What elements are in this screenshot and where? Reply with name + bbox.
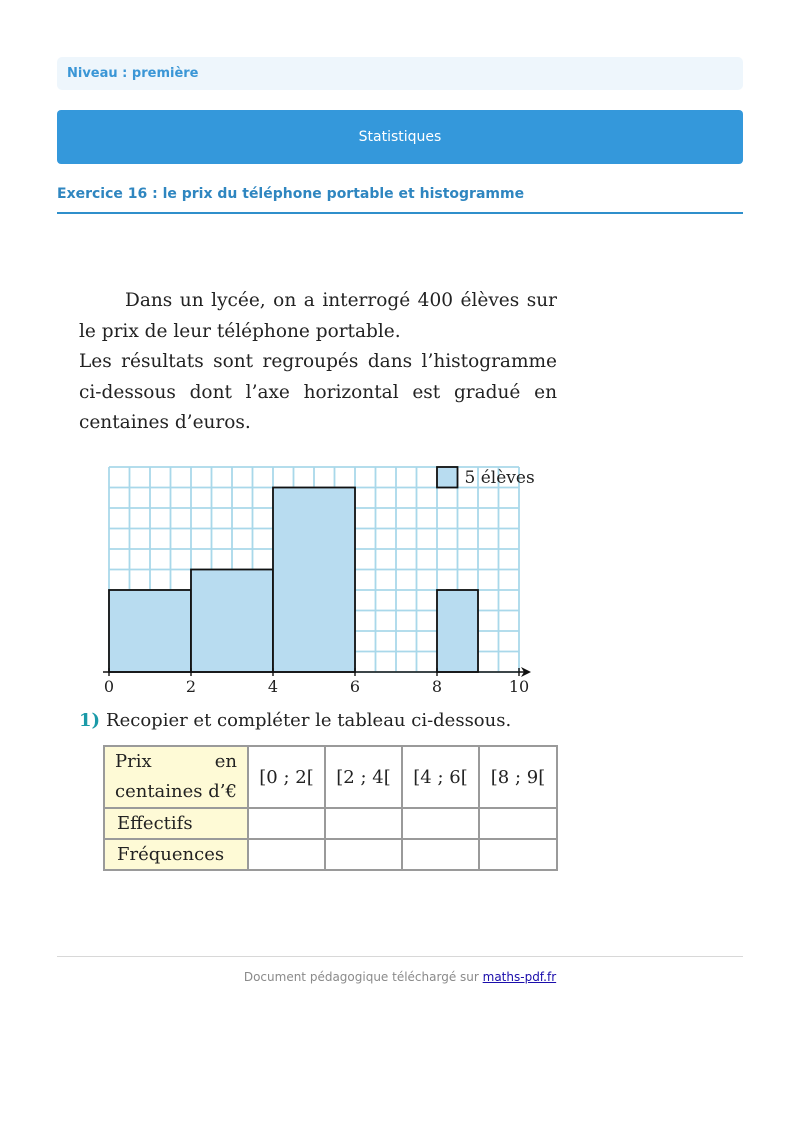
question-text: Recopier et compléter le tableau ci-dessous.: [106, 710, 512, 731]
x-tick-label: 10: [508, 677, 530, 696]
footer-link[interactable]: maths-pdf.fr: [482, 970, 557, 984]
question-number: 1): [79, 710, 101, 731]
x-tick-label: 0: [103, 677, 115, 696]
section-banner: Statistiques: [57, 110, 743, 164]
legend-swatch: [437, 467, 458, 488]
table-col-header: [8 ; 9[: [479, 746, 557, 808]
table-cell: [479, 808, 557, 839]
intro-paragraph-2: Les résultats sont regroupés dans l’histogramme ci-dessous dont l’axe horizontal est gradué en centaines d’euros.: [79, 351, 557, 433]
intro-paragraph-1: Dans un lycée, on a interrogé 400 élèves sur le prix de leur téléphone portable.: [79, 290, 557, 342]
legend-label: 5 élèves: [464, 468, 535, 488]
level-label: Niveau : première: [57, 57, 743, 90]
x-tick-label: 8: [431, 677, 443, 696]
histogram-bar: [437, 590, 478, 672]
frequency-table: [103, 745, 558, 871]
intro-text: [79, 286, 557, 439]
x-tick-label: 6: [349, 677, 361, 696]
table-header-effectifs: Effectifs: [104, 808, 248, 839]
histogram-bar: [273, 488, 355, 673]
footer: [57, 956, 743, 984]
table-col-header: [2 ; 4[: [325, 746, 402, 808]
table-cell: [248, 839, 325, 870]
x-tick-label: 4: [267, 677, 279, 696]
histogram-bar: [109, 590, 191, 672]
table-header-frequences: Fréquences: [104, 839, 248, 870]
table-cell: [402, 839, 479, 870]
table-cell: [248, 808, 325, 839]
table-cell: [479, 839, 557, 870]
table-col-header: [0 ; 2[: [248, 746, 325, 808]
histogram-chart: [90, 458, 550, 702]
footer-text: Document pédagogique téléchargé sur: [243, 970, 483, 984]
histogram-bar: [191, 570, 273, 673]
table-cell: [325, 839, 402, 870]
exercise-title: Exercice 16 : le prix du téléphone portable et histogramme: [57, 186, 743, 214]
x-tick-label: 2: [185, 677, 197, 696]
question-1: [79, 710, 511, 731]
table-cell: [325, 808, 402, 839]
table-header-price-label: Prix en centaines d’€: [115, 751, 237, 802]
table-cell: [402, 808, 479, 839]
table-header-price: [104, 746, 248, 808]
table-col-header: [4 ; 6[: [402, 746, 479, 808]
